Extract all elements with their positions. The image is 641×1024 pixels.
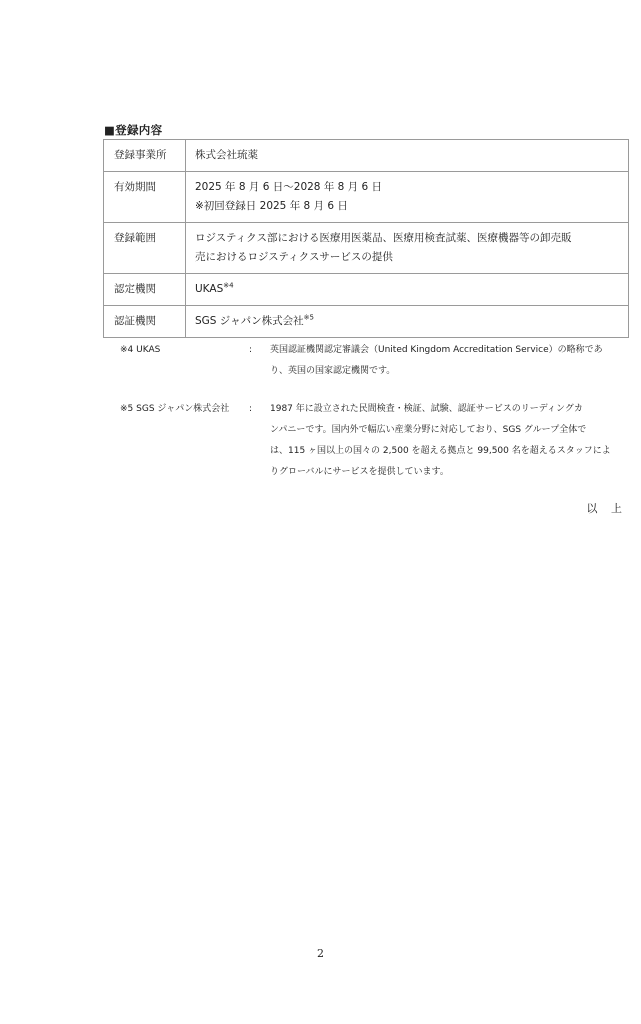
footnote-ref: ※4: [223, 281, 234, 290]
footnote-line: 英国認証機関認定審議会（United Kingdom Accreditation Service）の略称であ: [270, 345, 603, 355]
footnote-5: [120, 399, 630, 485]
footnote-line: は、115 ヶ国以上の国々の 2,500 を超える拠点と 99,500 名を超えるスタッフによ: [270, 446, 611, 456]
footnote-line: ンパニーです。国内外で幅広い産業分野に対応しており、SGS グループ全体で: [270, 425, 587, 435]
row-label: 認証機関: [104, 306, 186, 338]
section-title: ■登録内容: [104, 123, 163, 137]
row-value: [186, 306, 629, 338]
footnote-colon: :: [249, 404, 253, 414]
row-value: [186, 274, 629, 306]
footnote-ref: ※5: [303, 313, 314, 322]
value-line: SGS ジャパン株式会社: [195, 315, 304, 327]
row-value: [186, 223, 629, 274]
table-row: [104, 274, 629, 306]
footnote-key: ※5 SGS ジャパン株式会社: [120, 404, 230, 414]
table-row: [104, 306, 629, 338]
value-line: ロジスティクス部における医療用医薬品、医療用検査試薬、医療機器等の卸売販: [195, 232, 572, 244]
row-value: [186, 172, 629, 223]
footnote-colon: :: [249, 345, 253, 355]
page-number: 2: [317, 947, 324, 960]
footnote-line: りグローバルにサービスを提供しています。: [270, 467, 449, 477]
footnote-key: ※4 UKAS: [120, 345, 161, 355]
value-line: 売におけるロジスティクスサービスの提供: [195, 251, 393, 263]
footnote-body: [270, 399, 630, 483]
row-label: 認定機関: [104, 274, 186, 306]
row-label: 有効期間: [104, 172, 186, 223]
row-label: 登録事業所: [104, 140, 186, 172]
footnote-4: [120, 340, 630, 384]
table-row: [104, 223, 629, 274]
value-line: UKAS: [195, 283, 224, 295]
table-row: [104, 140, 629, 172]
footnote-line: り、英国の国家認定機関です。: [270, 366, 396, 376]
table-row: [104, 172, 629, 223]
value-line: ※初回登録日 2025 年 8 月 6 日: [195, 200, 348, 212]
registration-table: [103, 139, 629, 338]
closing-mark: 以 上: [586, 502, 627, 515]
footnote-line: 1987 年に設立された民間検査・検証、試験、認証サービスのリーディングカ: [270, 404, 583, 414]
value-line: 株式会社琉薬: [195, 149, 258, 161]
value-line: 2025 年 8 月 6 日～2028 年 8 月 6 日: [195, 181, 383, 193]
row-value: [186, 140, 629, 172]
footnote-body: [270, 340, 630, 382]
row-label: 登録範囲: [104, 223, 186, 274]
